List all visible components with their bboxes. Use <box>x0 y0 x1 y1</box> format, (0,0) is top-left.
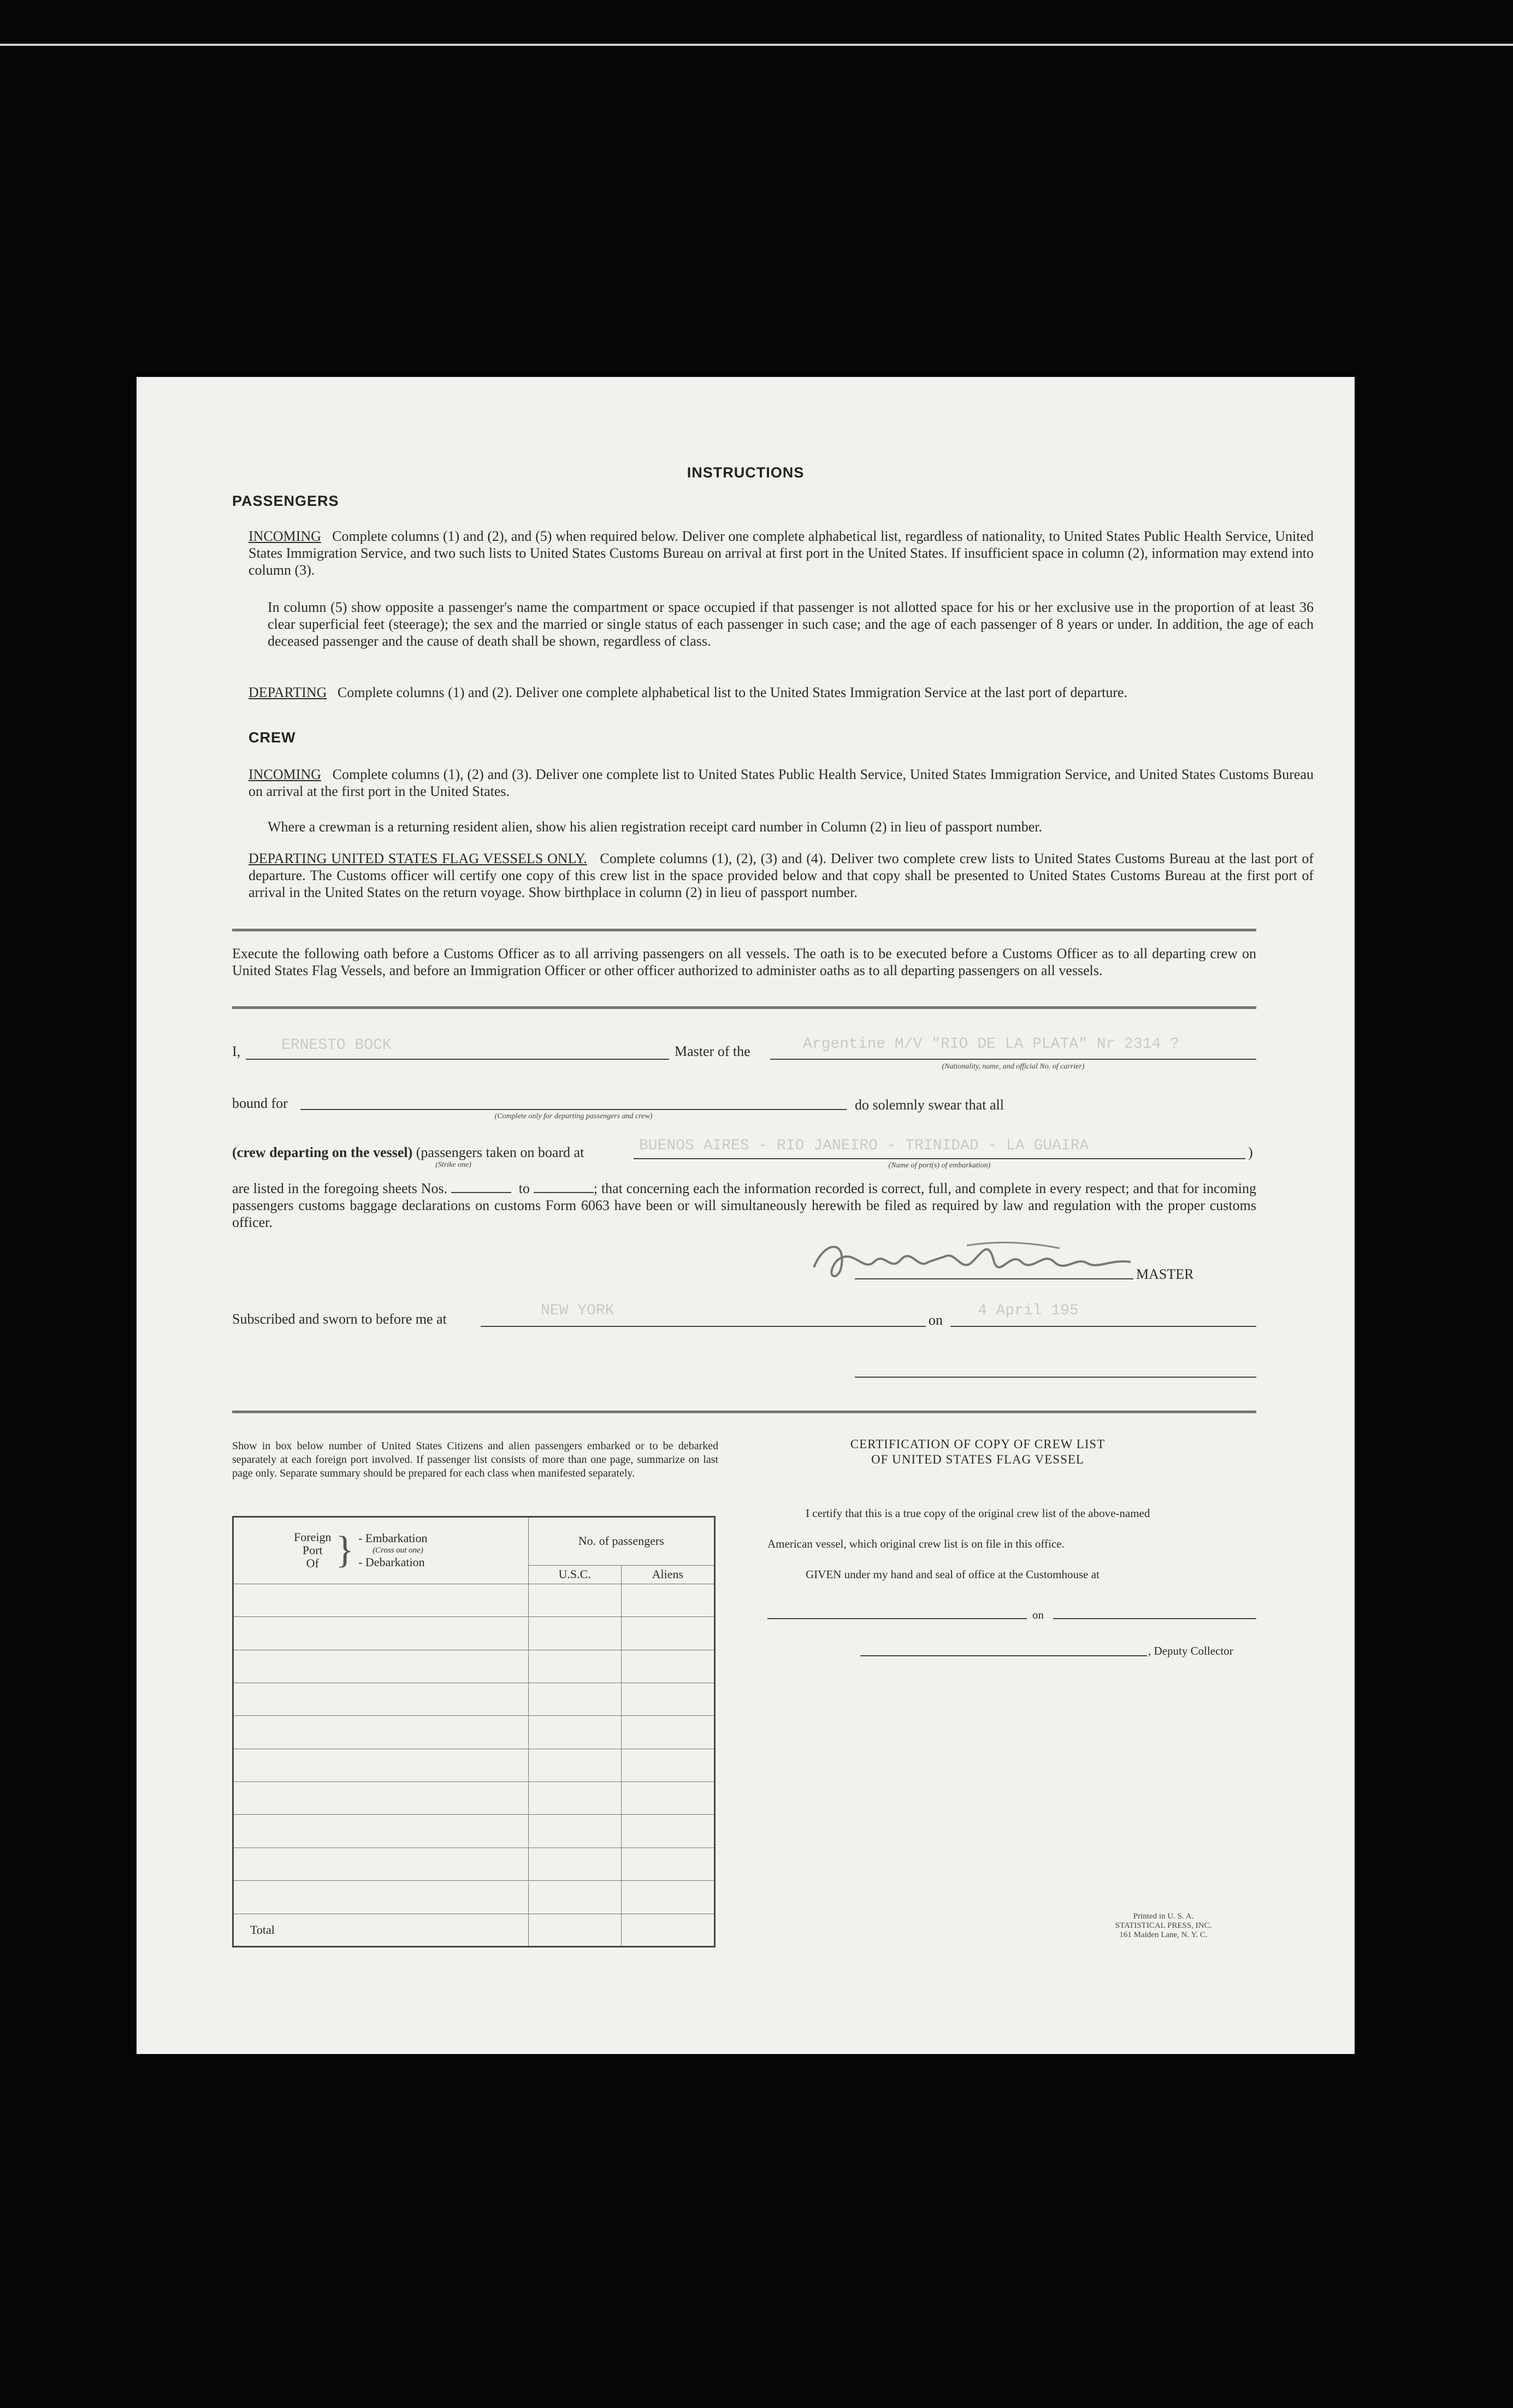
crew-resident-alien-paragraph: Where a crewman is a returning resident alien, show his alien registration receipt card number in Column (2) in lieu of passport number. <box>268 819 1043 835</box>
port-cell[interactable] <box>233 1815 529 1848</box>
certify-text-1: I certify that this is a true copy of the original crew list of the above-named <box>806 1507 1150 1520</box>
oath-intro-paragraph: Execute the following oath before a Customs Officer as to all arriving passengers on all vessels. The oath is to be executed before a Customs Officer as to all departing crew on United States Flag Vessels, and before an Immigration Officer or other officer authorized to administer oaths as to all departing passengers on all vessels. <box>232 946 1256 978</box>
table-row <box>233 1617 715 1650</box>
port-cell[interactable] <box>233 1881 529 1914</box>
usc-cell[interactable] <box>528 1782 621 1815</box>
passengers-column5-paragraph: In column (5) show opposite a passenger's name the compartment or space occupied if that passenger is not allotted space for his or her exclusive use in the proportion of at least 36 clear superficial feet (steerage); the sex and the married or single status of each passenger in such case; and the age of each passenger of 8 years or under. In addition, the age of each deceased passenger and the cause of death shall be shown, regardless of class. <box>268 599 1314 649</box>
aliens-cell[interactable] <box>621 1584 714 1616</box>
debarkation-option[interactable]: - Debarkation <box>358 1555 425 1569</box>
crew-heading: CREW <box>249 729 296 746</box>
total-usc-cell[interactable] <box>528 1914 621 1946</box>
certification-title-line-2: OF UNITED STATES FLAG VESSEL <box>871 1453 1084 1466</box>
foreign-port-of-label <box>294 1531 331 1570</box>
aliens-cell[interactable] <box>621 1782 714 1815</box>
sworn-date-line <box>950 1326 1256 1327</box>
certify-on-label: on <box>1032 1608 1044 1621</box>
bound-for-caption: (Complete only for departing passengers and crew) <box>494 1112 653 1120</box>
master-of-label: Master of the <box>675 1043 750 1059</box>
usc-cell[interactable] <box>528 1815 621 1848</box>
sheets-to-field[interactable] <box>534 1181 594 1193</box>
vessel-line <box>770 1059 1256 1060</box>
port-cell[interactable] <box>233 1848 529 1880</box>
page-title: INSTRUCTIONS <box>687 464 805 481</box>
table-row <box>233 1716 715 1749</box>
passengers-incoming-text: Complete columns (1) and (2), and (5) when required below. Deliver one complete alphabetical list, regardless of nationality, to United States Public Health Service, United States Immigration Service, and two such lists to United States Customs Bureau on arrival at first port in the United States. If insufficient space in column (2), information may extend into column (3). <box>249 528 1314 578</box>
port-cell[interactable] <box>233 1584 529 1616</box>
table-row <box>233 1881 715 1914</box>
vessel-caption: (Nationality, name, and official No. of carrier) <box>942 1063 1085 1071</box>
divider-oath <box>232 1006 1256 1009</box>
sworn-place-field[interactable]: NEW YORK <box>541 1302 614 1319</box>
usc-column-header: U.S.C. <box>528 1565 621 1584</box>
aliens-cell[interactable] <box>621 1716 714 1749</box>
passengers-incoming-label: INCOMING <box>249 528 321 544</box>
aliens-cell[interactable] <box>621 1848 714 1880</box>
passengers-departing-text: Complete columns (1) and (2). Deliver one complete alphabetical list to the United States Immigration Service at the last port of departure. <box>337 684 1128 700</box>
sworn-date-field[interactable]: 4 April 195 <box>978 1302 1079 1319</box>
summary-instructions: Show in box below number of United States Citizens and alien passengers embarked or to be debarked separately at each foreign port involved. If passenger list consists of more than one page, summarize on last page only. Separate summary should be prepared for each class when manifested separately. <box>232 1440 718 1479</box>
port-label: Port <box>302 1543 323 1557</box>
crew-list-form-sheet <box>137 377 1355 2054</box>
divider-bottom <box>232 1410 1256 1413</box>
usc-cell[interactable] <box>528 1749 621 1781</box>
table-row <box>233 1584 715 1616</box>
usc-cell[interactable] <box>528 1881 621 1914</box>
aliens-cell[interactable] <box>621 1617 714 1650</box>
table-row <box>233 1782 715 1815</box>
usc-cell[interactable] <box>528 1584 621 1616</box>
customhouse-line[interactable] <box>767 1618 1027 1619</box>
aliens-cell[interactable] <box>621 1815 714 1848</box>
of-label: Of <box>306 1556 319 1571</box>
crew-incoming-text: Complete columns (1), (2) and (3). Deliver one complete list to United States Public Health Service, United States Immigration Service, and United States Customs Bureau on arrival at the first port in the United States. <box>249 766 1314 799</box>
aliens-cell[interactable] <box>621 1749 714 1781</box>
table-row <box>233 1683 715 1715</box>
subscribed-label: Subscribed and sworn to before me at <box>232 1311 447 1327</box>
ports-field[interactable]: BUENOS AIRES - RIO JANEIRO - TRINIDAD - LA GUAIRA <box>639 1137 1089 1154</box>
master-label: MASTER <box>1136 1266 1194 1282</box>
foreign-label: Foreign <box>294 1530 332 1544</box>
aliens-cell[interactable] <box>621 1881 714 1914</box>
usc-cell[interactable] <box>528 1848 621 1880</box>
sheets-text-2: ; that concerning each the information recorded is correct, full, and complete in every respect; and that for incoming passengers customs baggage declarations on customs Form 6063 have been or will simultaneously herewith be filed as required by law and regulation with the proper customs officer. <box>232 1181 1257 1230</box>
no-passengers-header: No. of passengers <box>528 1517 714 1566</box>
divider-top <box>232 929 1256 931</box>
port-header-cell <box>233 1517 529 1584</box>
crew-departing-paragraph <box>249 850 1314 901</box>
sheets-text-1: are listed in the foregoing sheets Nos. <box>232 1181 448 1196</box>
cross-out-caption: (Cross out one) <box>373 1546 423 1555</box>
printer-line-2: STATISTICAL PRESS, INC. <box>1115 1921 1212 1930</box>
printer-line-3: 161 Maiden Lane, N. Y. C. <box>1119 1931 1208 1939</box>
usc-cell[interactable] <box>528 1617 621 1650</box>
port-cell[interactable] <box>233 1782 529 1815</box>
sheets-to-label: to <box>518 1181 530 1196</box>
crew-departing-text: Complete columns (1), (2), (3) and (4). Deliver two complete crew lists to United States Customs Bureau at the last port of departure. The Customs officer will certify one copy of this crew list in the space provided below and that copy shall be presented to United States Customs Bureau at the first port of arrival in the United States on the return voyage. Show birthplace in column (2) in lieu of passport number. <box>249 851 1314 900</box>
port-cell[interactable] <box>233 1617 529 1650</box>
ports-line <box>634 1158 1245 1159</box>
embarkation-option[interactable]: - Embarkation <box>358 1531 428 1545</box>
brace-glyph: } <box>335 1529 354 1572</box>
table-row <box>233 1749 715 1781</box>
printer-imprint <box>1065 1912 1262 1940</box>
table-row <box>233 1650 715 1683</box>
master-name-field[interactable]: ERNESTO BOCK <box>281 1037 392 1054</box>
strike-one-caption: (Strike one) <box>435 1161 471 1169</box>
given-text: GIVEN under my hand and seal of office at the Customhouse at <box>806 1568 1100 1581</box>
passenger-summary-table <box>232 1516 716 1947</box>
crew-passengers-line-text <box>232 1144 584 1161</box>
passengers-taken-option[interactable]: (passengers taken on board at <box>416 1144 584 1160</box>
aliens-cell[interactable] <box>621 1650 714 1683</box>
bound-for-line[interactable] <box>300 1109 847 1110</box>
certification-title-line-1: CERTIFICATION OF COPY OF CREW LIST <box>850 1437 1106 1451</box>
i-label: I, <box>232 1043 241 1059</box>
port-cell[interactable] <box>233 1716 529 1749</box>
usc-cell[interactable] <box>528 1650 621 1683</box>
master-signature-line[interactable] <box>855 1278 1133 1279</box>
sheets-paragraph <box>232 1180 1256 1231</box>
table-row <box>233 1848 715 1880</box>
passengers-departing-label: DEPARTING <box>249 684 327 700</box>
aliens-cell[interactable] <box>621 1683 714 1715</box>
deputy-collector-label: , Deputy Collector <box>1148 1644 1233 1657</box>
total-aliens-cell[interactable] <box>621 1914 714 1946</box>
table-row <box>233 1815 715 1848</box>
port-cell[interactable] <box>233 1683 529 1715</box>
passengers-heading: PASSENGERS <box>232 493 339 509</box>
usc-cell[interactable] <box>528 1683 621 1715</box>
usc-cell[interactable] <box>528 1716 621 1749</box>
deputy-collector-line[interactable] <box>860 1655 1147 1656</box>
master-signature <box>803 1229 1142 1289</box>
printer-line-1: Printed in U. S. A. <box>1133 1912 1194 1921</box>
officer-signature-line[interactable] <box>855 1377 1256 1378</box>
certify-text-2: American vessel, which original crew list is on file in this office. <box>767 1537 1065 1550</box>
crew-incoming-paragraph <box>249 766 1314 800</box>
master-name-line <box>246 1059 669 1060</box>
certification-title <box>770 1437 1185 1467</box>
ports-caption: (Name of port(s) of embarkation) <box>888 1161 991 1170</box>
sworn-place-line <box>481 1326 926 1327</box>
bound-for-label: bound for <box>232 1095 288 1111</box>
passengers-incoming-paragraph <box>249 528 1314 579</box>
certify-date-line[interactable] <box>1053 1618 1256 1619</box>
scan-top-line <box>0 44 1513 46</box>
passengers-departing-paragraph <box>249 684 1314 701</box>
port-cell[interactable] <box>233 1749 529 1781</box>
sworn-on-label: on <box>929 1312 943 1328</box>
crew-incoming-label: INCOMING <box>249 766 321 782</box>
vessel-field[interactable]: Argentine M/V "RIO DE LA PLATA" Nr 2314 ? <box>803 1036 1179 1053</box>
crew-departing-option[interactable]: (crew departing on the vessel) <box>232 1144 413 1160</box>
ports-close-paren: ) <box>1248 1144 1253 1160</box>
crew-departing-label: DEPARTING UNITED STATES FLAG VESSELS ONLY. <box>249 851 587 866</box>
aliens-column-header: Aliens <box>621 1565 714 1584</box>
port-cell[interactable] <box>233 1650 529 1683</box>
solemnly-swear-label: do solemnly swear that all <box>855 1097 1004 1113</box>
total-label: Total <box>233 1914 529 1946</box>
sheets-from-field[interactable] <box>451 1181 511 1193</box>
